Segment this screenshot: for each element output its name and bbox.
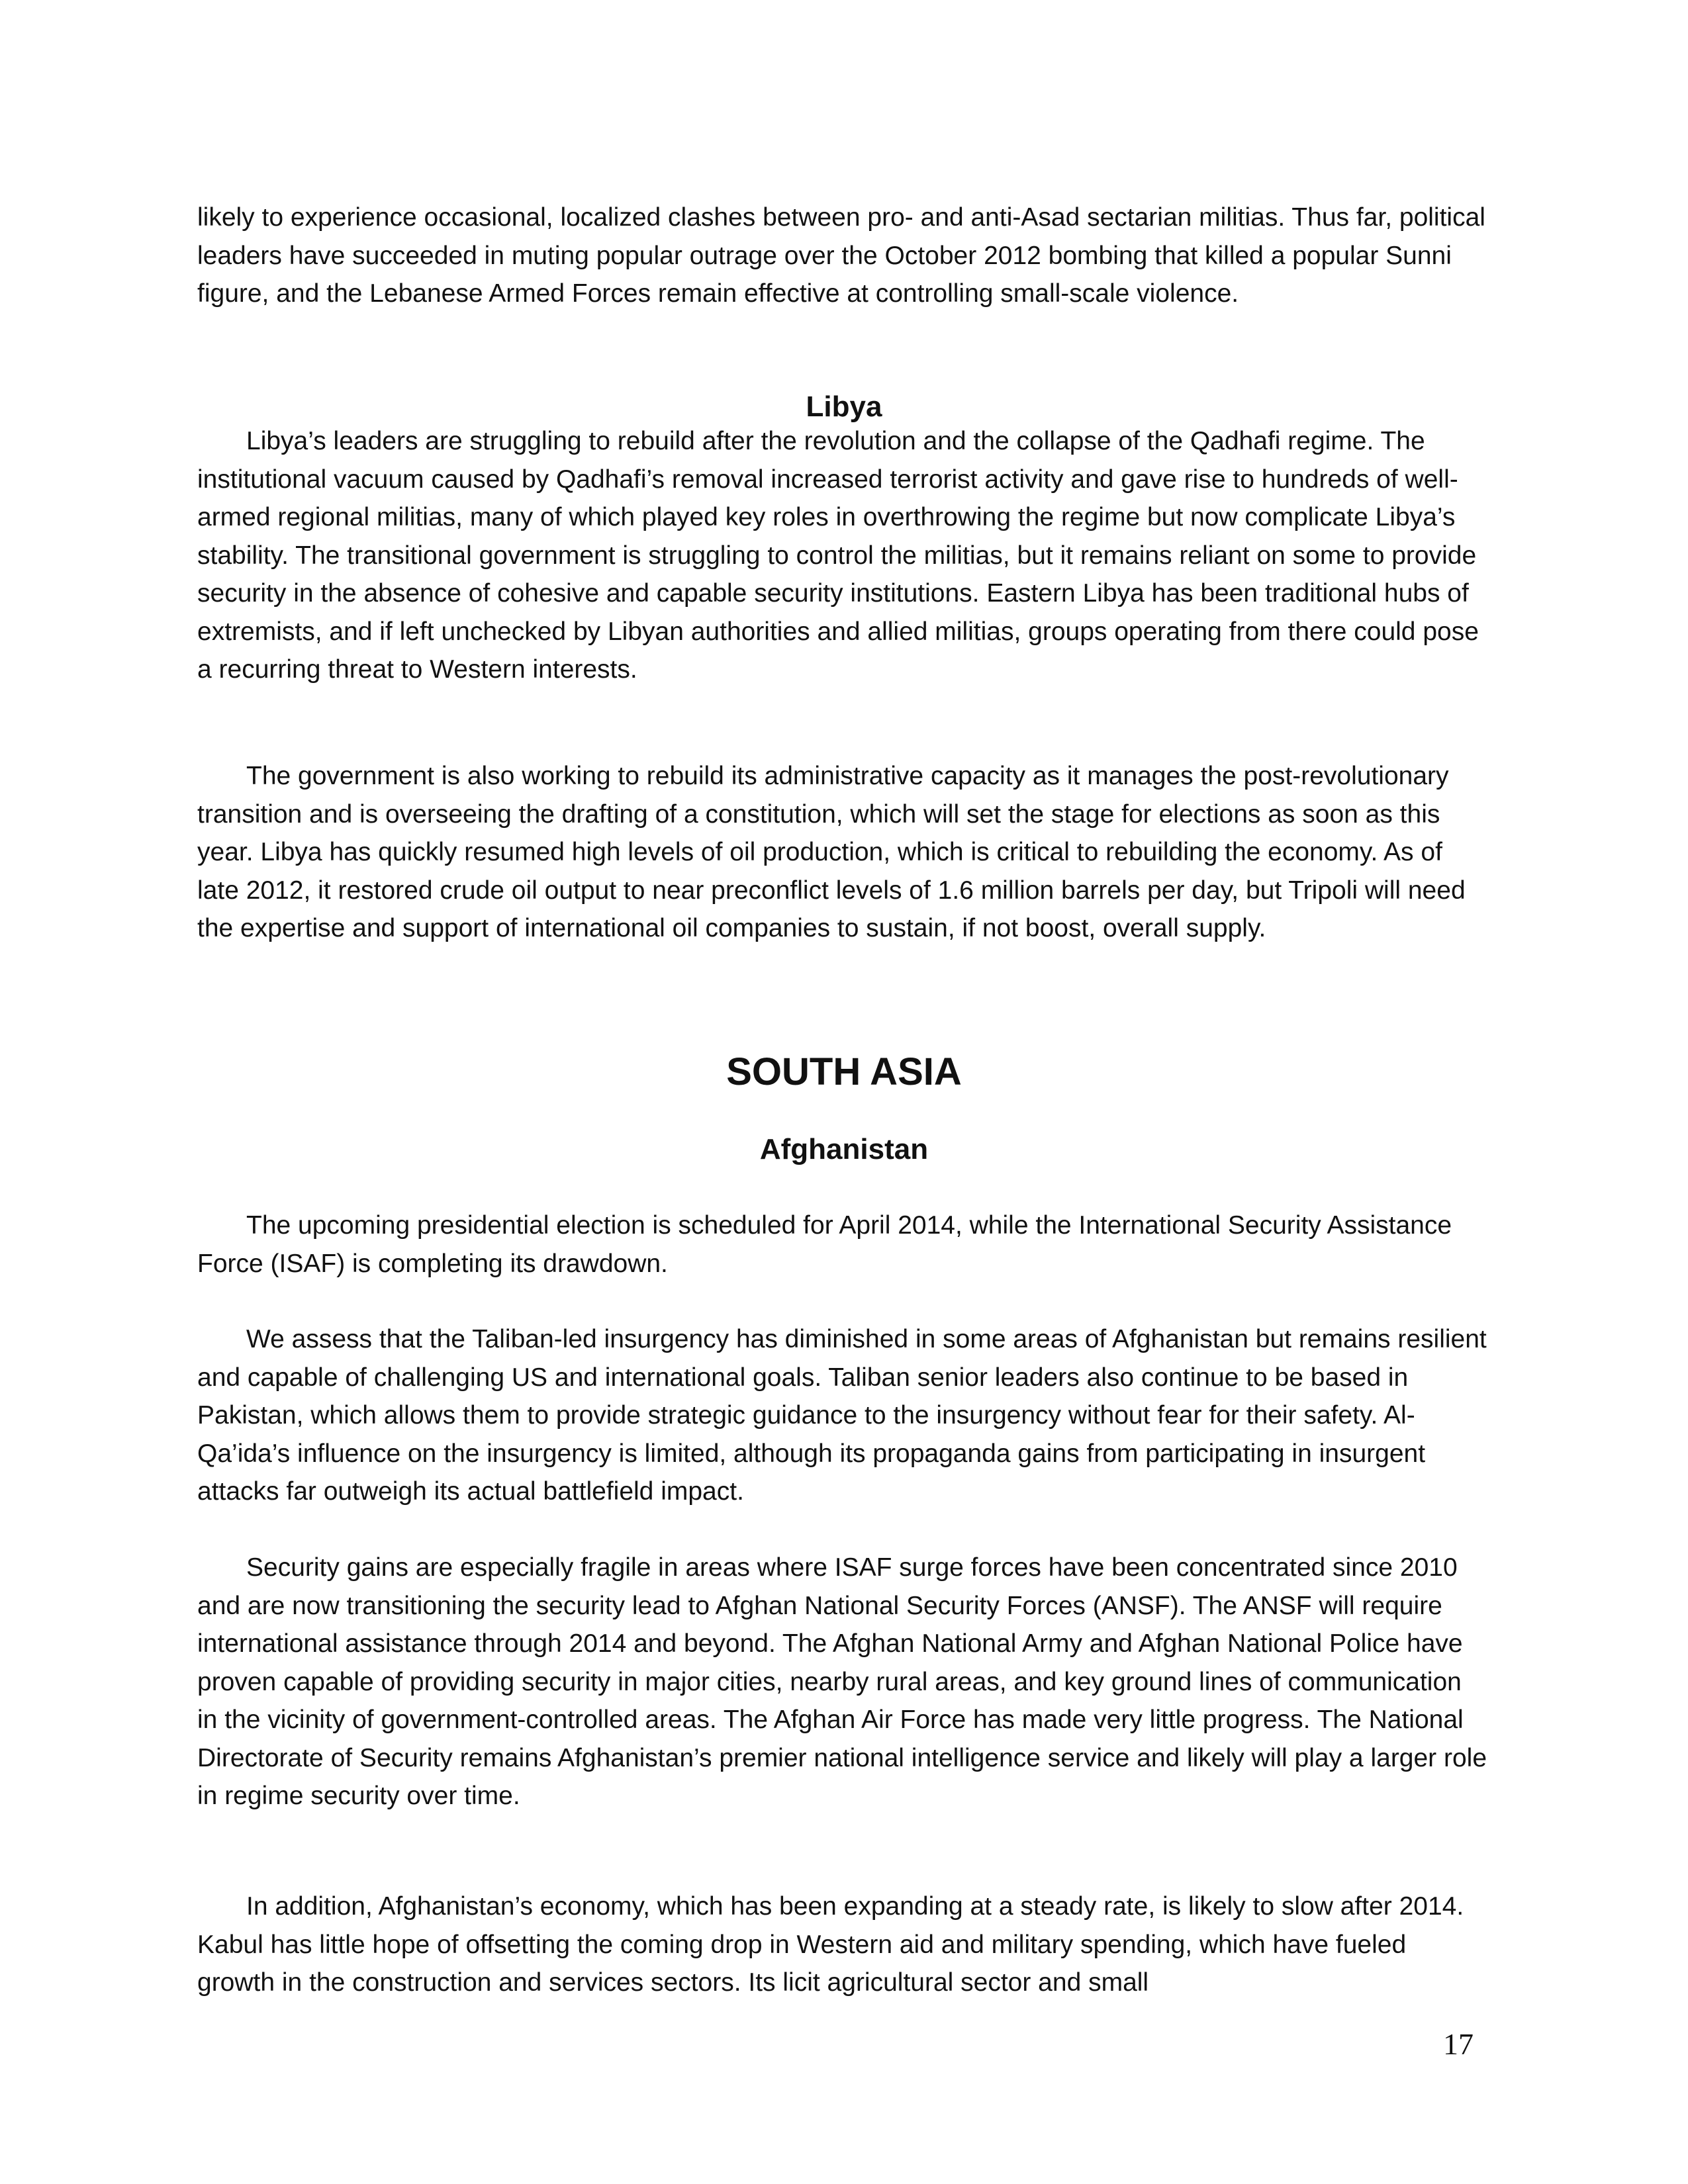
paragraph-libya-2: The government is also working to rebuild its administrative capacity as it manages the post-revolutionary transition and is overseeing the drafting of a constitution, which will set the stage for elections as soon as this year. Libya has quickly resumed high levels of oil production, which is critical to rebuilding the economy. As of late 2012, it restored crude oil output to near preconflict levels of 1.6 million barrels per day, but Tripoli will need the expertise and support of international oil companies to sustain, if not boost, overall supply. <box>197 762 1466 942</box>
paragraph-libya-1: Libya’s leaders are struggling to rebuild after the revolution and the collapse of the Qadhafi regime. The institutional vacuum caused by Qadhafi’s removal increased terrorist activity and gave rise to hundreds of well-armed regional militias, many of which played key roles in overthrowing the regime but now complicate Libya’s stability. The transitional government is struggling to control the militias, but it remains reliant on some to provide security in the absence of cohesive and capable security institutions. Eastern Libya has been traditional hubs of extremists, and if left unchecked by Libyan authorities and allied militias, groups operating from there could pose a recurring threat to Western interests. <box>197 427 1479 684</box>
paragraph-afghanistan-3: Security gains are especially fragile in areas where ISAF surge forces have been concentrated since 2010 and are now transitioning the security lead to Afghan National Security Forces (ANSF). The ANSF will require international assistance through 2014 and beyond. The Afghan National Army and Afghan National Police have proven capable of providing security in major cities, nearby rural areas, and key ground lines of communication in the vicinity of government-controlled areas. The Afghan Air Force has made very little progress. The National Directorate of Security remains Afghanistan’s premier national intelligence service and likely will play a larger role in regime security over time. <box>197 1553 1487 1810</box>
heading-south-asia: SOUTH ASIA <box>726 1050 962 1093</box>
heading-afghanistan: Afghanistan <box>759 1133 929 1165</box>
page-number: 17 <box>1443 2027 1474 2061</box>
paragraph-afghanistan-4: In addition, Afghanistan’s economy, which has been expanding at a steady rate, is likely to slow after 2014. Kabul has little hope of offsetting the coming drop in Western aid and military spending, which have fueled growth in the construction and services sectors. Its licit agricultural sector and small <box>197 1892 1464 1997</box>
heading-libya: Libya <box>806 390 882 423</box>
paragraph-afghanistan-1: The upcoming presidential election is scheduled for April 2014, while the International Security Assistance Force (ISAF) is completing its drawdown. <box>197 1211 1452 1278</box>
paragraph-lebanon-continued: likely to experience occasional, localized clashes between pro- and anti-Asad sectarian militias. Thus far, political leaders have succeeded in muting popular outrage over the October 2012 bombing that killed a popular Sunni figure, and the Lebanese Armed Forces remain effective at controlling small-scale violence. <box>197 203 1485 308</box>
paragraph-afghanistan-2: We assess that the Taliban-led insurgency has diminished in some areas of Afghanistan but remains resilient and capable of challenging US and international goals. Taliban senior leaders also continue to be based in Pakistan, which allows them to provide strategic guidance to the insurgency without fear for their safety. Al-Qa’ida’s influence on the insurgency is limited, although its propaganda gains from participating in insurgent attacks far outweigh its actual battlefield impact. <box>197 1325 1487 1506</box>
